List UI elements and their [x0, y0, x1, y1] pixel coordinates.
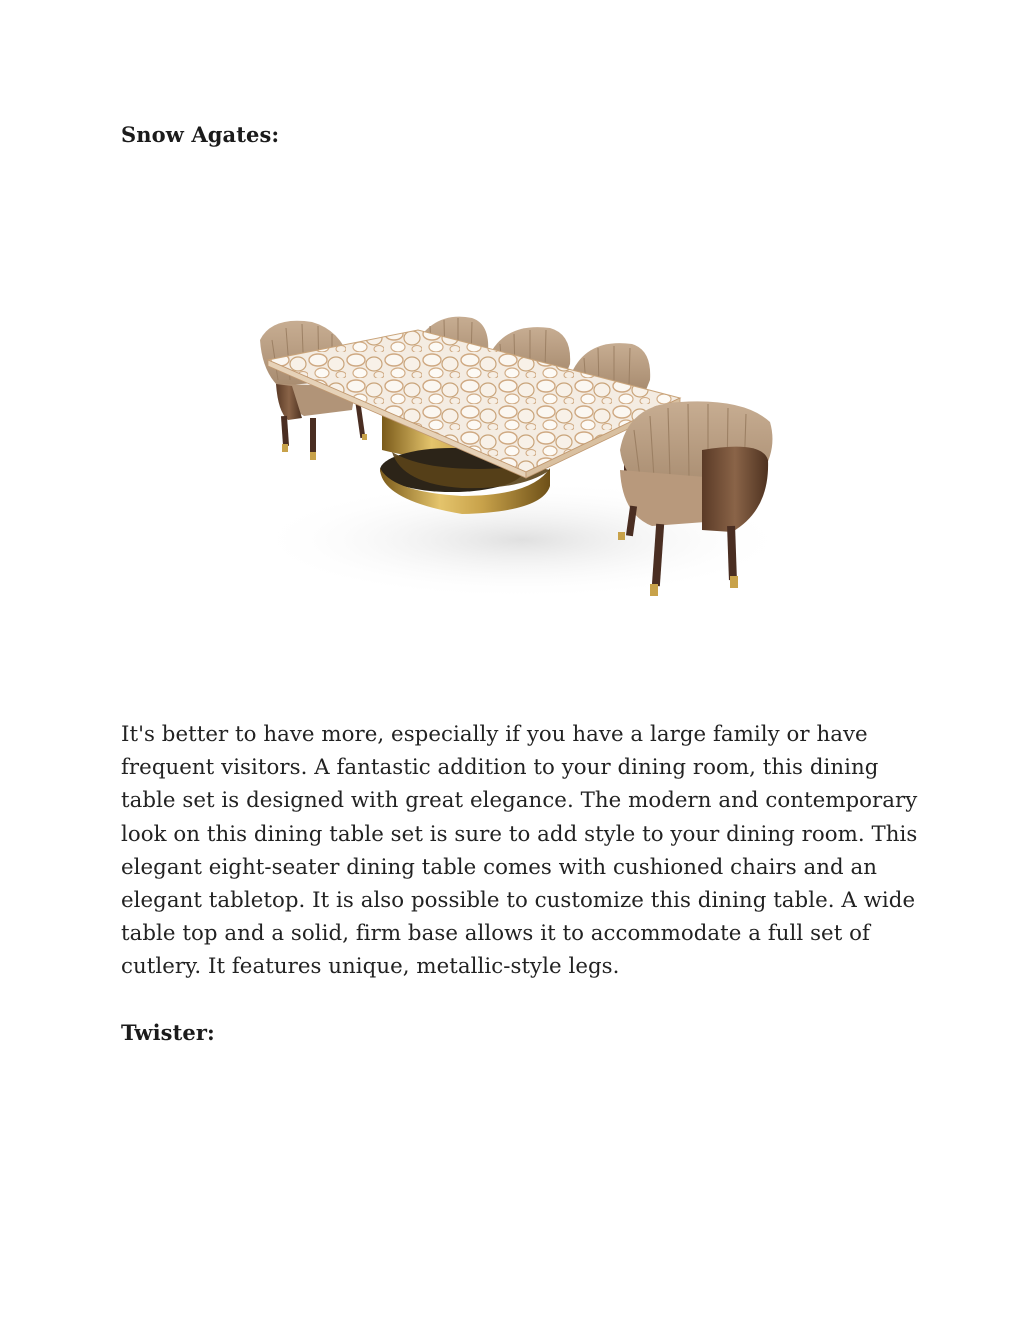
description-line: elegant tabletop. It is also possible to customize this dining table. A wide	[121, 888, 916, 914]
description-line: cutlery. It features unique, metallic-style legs.	[121, 954, 620, 980]
section-heading-twister: Twister:	[121, 1020, 215, 1045]
dining-table-set-image	[232, 300, 792, 620]
description-line: elegant eight-seater dining table comes with cushioned chairs and an	[121, 854, 878, 880]
description-line: It's better to have more, especially if you have a large family or have	[121, 722, 868, 747]
description-line: table set is designed with great elegance. The modern and contemporary	[121, 788, 918, 814]
description-line: frequent visitors. A fantastic addition to your dining room, this dining	[121, 755, 879, 781]
description-line: look on this dining table set is sure to add style to your dining room. This	[121, 821, 918, 847]
section-heading-snow-agates: Snow Agates:	[121, 122, 280, 147]
description-line: table top and a solid, firm base allows it to accommodate a full set of	[121, 921, 870, 947]
description-paragraph	[121, 718, 918, 984]
